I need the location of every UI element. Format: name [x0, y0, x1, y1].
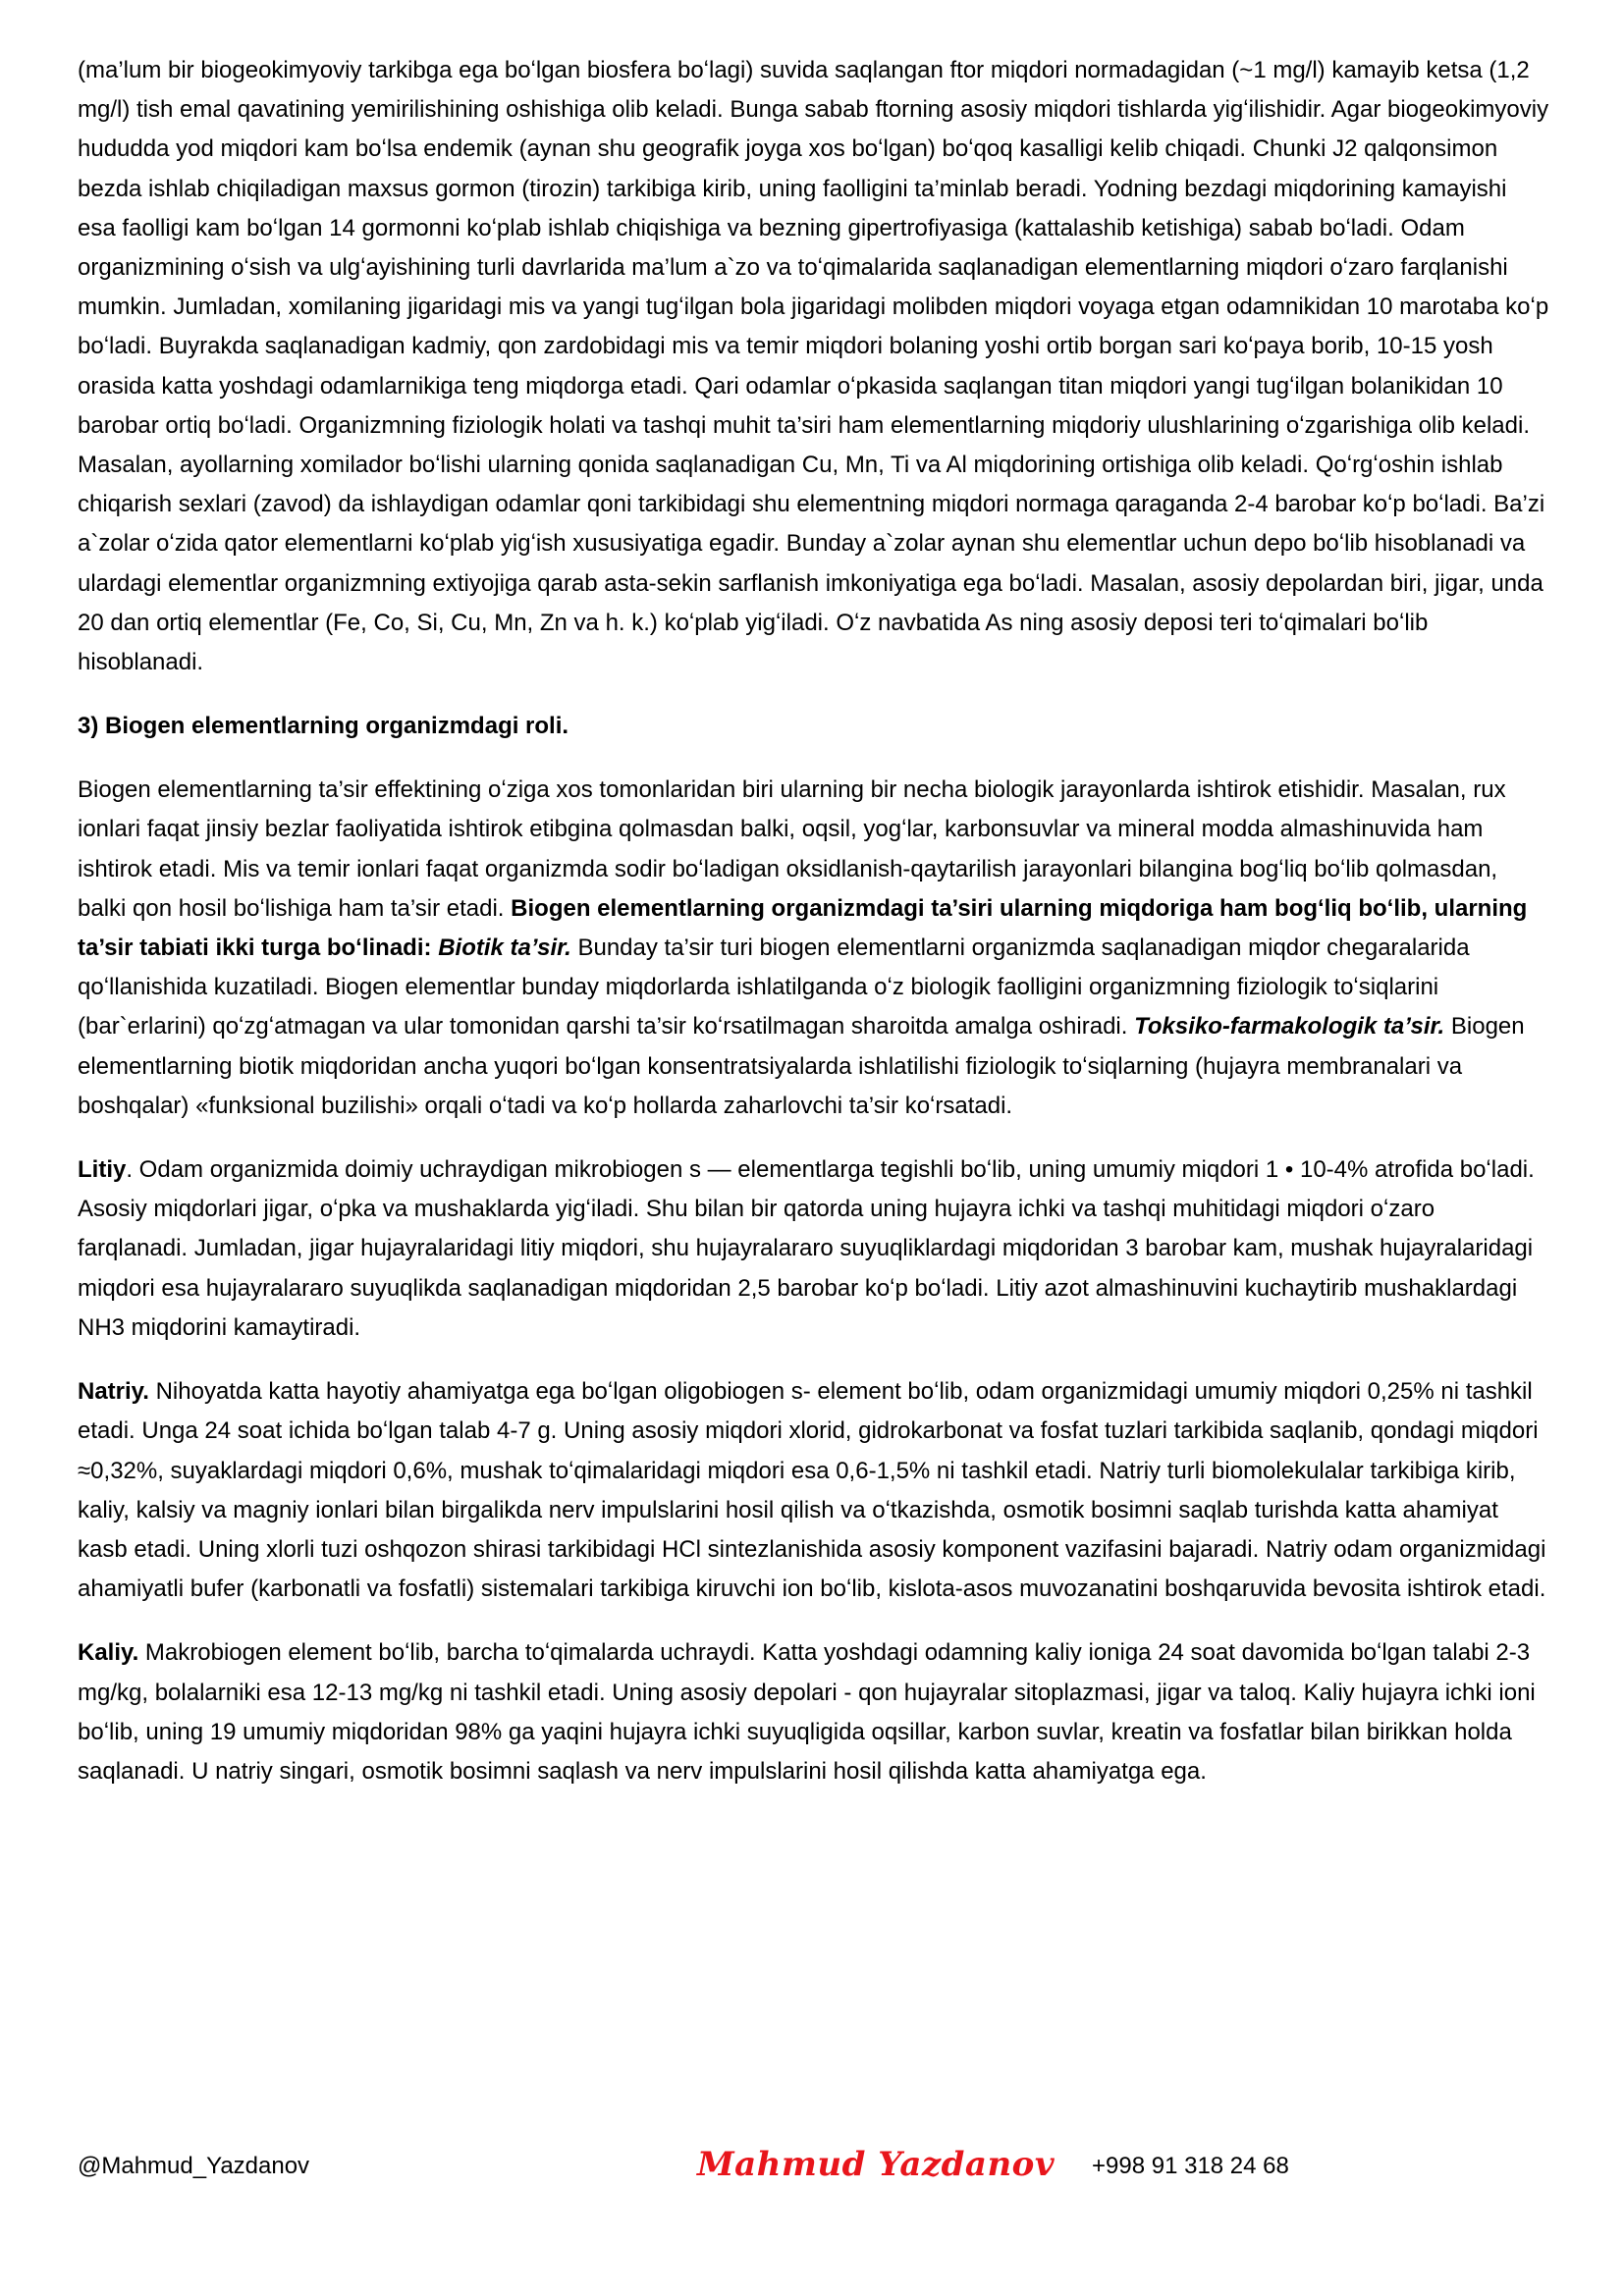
footer-signature: Mahmud Yazdanov: [697, 2145, 1056, 2184]
element-label-potassium: Kaliy.: [78, 1639, 139, 1667]
paragraph-lithium: [78, 1150, 1550, 1348]
footer-phone: +998 91 318 24 68: [1092, 2153, 1289, 2179]
paragraph-text: Biogen elementlarning ta’sir effektining oʻziga xos tomonlaridan biri ularning bir necha biologik jarayonlarda ishtirok etishidir. Masalan, rux ionlari faqat jinsiy bezlar faoliyatida ishtirok etibgina qolmasdan balki, oqsil, yogʻlar, karbonsuvlar va mineral modda almashinuvida ham ishtirok etadi. Mis va temir ionlari faqat organizmda sodir boʻladigan oksidlanish-qaytarilish jarayonlari bilangina bogʻliq boʻlib qolmasdan, balki qon hosil boʻlishiga ham ta’sir etadi.: [78, 776, 1506, 922]
paragraph-sodium: [78, 1372, 1550, 1609]
element-label-sodium: Natriy.: [78, 1378, 149, 1406]
paragraph-potassium: [78, 1633, 1550, 1791]
term-toxico-pharmacological: Toksiko-farmakologik ta’sir.: [1134, 1013, 1445, 1041]
element-label-lithium: Litiy: [78, 1156, 127, 1184]
paragraph-text: Makrobiogen element boʻlib, barcha toʻqimalarda uchraydi. Katta yoshdagi odamning kaliy ioniga 24 soat davomida boʻlgan talabi 2-3 mg/kg, bolalarniki esa 12-13 mg/kg ni tashkil etadi. Uning asosiy depolari - qon hujayralar sitoplazmasi, jigar va taloq. Kaliy hujayra ichki ioni boʻlib, uning 19 umumiy miqdoridan 98% ga yaqini hujayra ichki suyuqligida oqsillar, karbon suvlar, kreatin va fosfatlar bilan birikkan holda saqlanadi. U natriy singari, osmotik bosimni saqlash va nerv impulslarini hosil qilishda katta ahamiyatga ega.: [78, 1639, 1536, 1785]
page-footer: [78, 2145, 1550, 2194]
document-body: [78, 51, 1550, 1816]
paragraph-text: Nihoyatda katta hayotiy ahamiyatga ega boʻlgan oligobiogen s- element boʻlib, odam organizmidagi umumiy miqdori 0,25% ni tashkil etadi. Unga 24 soat ichida boʻlgan talab 4-7 g. Uning asosiy miqdori xlorid, gidrokarbonat va fosfat tuzlari tarkibida saqlanib, qondagi miqdori ≈0,32%, suyaklardagi miqdori 0,6%, mushak toʻqimalaridagi miqdori esa 0,6-1,5% ni tashkil etadi. Natriy turli biomolekulalar tarkibiga kirib, kaliy, kalsiy va magniy ionlari bilan birgalikda nerv impulslarini hosil qilish va oʻtkazishda, osmotik bosimni saqlab turishda katta ahamiyat kasb etadi. Uning xlorli tuzi oshqozon shirasi tarkibidagi HCl sintezlanishida asosiy komponent vazifasini bajaradi. Natriy odam organizmidagi ahamiyatli bufer (karbonatli va fosfatli) sistemalari tarkibiga kiruvchi ion boʻlib, kislota-asos muvozanatini boshqaruvida bevosita ishtirok etadi.: [78, 1378, 1546, 1603]
term-biotic: Biotik ta’sir.: [438, 934, 571, 962]
paragraph-text: Biogen elementlarning biotik miqdoridan ancha yuqori boʻlgan konsentratsiyalarda ishlatilishi fiziologik toʻsiqlarning (hujayra membranalari va boshqalar) «funksional buzilishi» orqali oʻtadi va koʻp hollarda zaharlovchi ta’sir koʻrsatadi.: [78, 1013, 1525, 1119]
section-heading: 3) Biogen elementlarning organizmdagi roli.: [78, 713, 569, 740]
paragraph-text: . Odam organizmida doimiy uchraydigan mikrobiogen s — elementlarga tegishli boʻlib, uning umumiy miqdori 1 • 10-4% atrofida boʻladi. Asosiy miqdorlari jigar, oʻpka va mushaklarda yigʻiladi. Shu bilan bir qatorda uning hujayra ichki va tashqi muhitidagi miqdori oʻzaro farqlanadi. Jumladan, jigar hujayralaridagi litiy miqdori, shu hujayralararo suyuqliklardagi miqdoridan 3 barobar kam, mushak hujayralaridagi miqdori esa hujayralararo suyuqlikda saqlanadigan miqdoridan 2,5 barobar koʻp boʻladi. Litiy azot almashinuvini kuchaytirib mushaklardagi NH3 miqdorini kamaytiradi.: [78, 1156, 1535, 1341]
bold-statement: Biogen elementlarning organizmdagi ta’siri ularning miqdoriga ham bogʻliq boʻlib, ularning ta’sir tabiati ikki turga boʻlinadi:: [78, 894, 1528, 962]
footer-handle: @Mahmud_Yazdanov: [78, 2153, 310, 2179]
paragraph-text: Bunday ta’sir turi biogen elementlarni organizmda saqlanadigan miqdor chegaralarida qoʻllanishida kuzatiladi. Biogen elementlar bunday miqdorlarda ishlatilganda oʻz biologik faolligini organizmning fiziologik toʻsiqlarini (bar`erlarini) qoʻzgʻatmagan va ular tomonidan qarshi ta’sir koʻrsatilmagan sharoitda amalga oshiradi.: [78, 934, 1470, 1041]
paragraph-biogeochemical: (ma’lum bir biogeokimyoviy tarkibga ega boʻlgan biosfera boʻlagi) suvida saqlangan ftor miqdori normadagidan (~1 mg/l) kamayib ketsa (1,2 mg/l) tish emal qavatining yemirilishining oshishiga olib keladi. Bunga sabab ftorning asosiy miqdori tishlarda yigʻilishidir. Agar biogeokimyoviy hududda yod miqdori kam boʻlsa endemik (aynan shu geografik joyga xos boʻlgan) boʻqoq kasalligi kelib chiqadi. Chunki J2 qalqonsimon bezda ishlab chiqiladigan maxsus gormon (tirozin) tarkibiga kirib, uning faolligini ta’minlab beradi. Yodning bezdagi miqdorining kamayishi esa faolligi kam boʻlgan 14 gormonni koʻplab ishlab chiqishiga va bezning gipertrofiyasiga (kattalashib ketishiga) sabab boʻladi. Odam organizmining oʻsish va ulgʻayishining turli davrlarida ma’lum a`zo va toʻqimalarida saqlanadigan elementlarning miqdori oʻzaro farqlanishi mumkin. Jumladan, xomilaning jigaridagi mis va yangi tugʻilgan bola jigaridagi molibden miqdori voyaga etgan odamnikidan 10 marotaba koʻp boʻladi. Buyrakda saqlanadigan kadmiy, qon zardobidagi mis va temir miqdori bolaning yoshi ortib borgan sari koʻpaya borib, 10-15 yosh orasida katta yoshdagi odamlarnikiga teng miqdorga etadi. Qari odamlar oʻpkasida saqlangan titan miqdori yangi tugʻilgan bolanikidan 10 barobar ortiq boʻladi. Organizmning fiziologik holati va tashqi muhit ta’siri ham elementlarning miqdoriy ulushlarining oʻzgarishiga olib keladi. Masalan, ayollarning xomilador boʻlishi ularning qonida saqlanadigan Cu, Mn, Ti va Al miqdorining ortishiga olib keladi. Qoʻrgʻoshin ishlab chiqarish sexlari (zavod) da ishlaydigan odamlar qoni tarkibidagi shu elementning miqdori normaga qaraganda 2-4 barobar koʻp boʻladi. Ba’zi a`zolar oʻzida qator elementlarni koʻplab yigʻish xususiyatiga egadir. Bunday a`zolar aynan shu elementlar uchun depo boʻlib hisoblanadi va ulardagi elementlar organizmning extiyojiga qarab asta-sekin sarflanish imkoniyatiga ega boʻladi. Masalan, asosiy depolardan biri, jigar, unda 20 dan ortiq elementlar (Fe, Co, Si, Cu, Mn, Zn va h. k.) koʻplab yigʻiladi. Oʻz navbatida As ning asosiy deposi teri toʻqimalari boʻlib hisoblanadi.: [78, 57, 1549, 676]
paragraph-biogen-role: [78, 771, 1550, 1126]
